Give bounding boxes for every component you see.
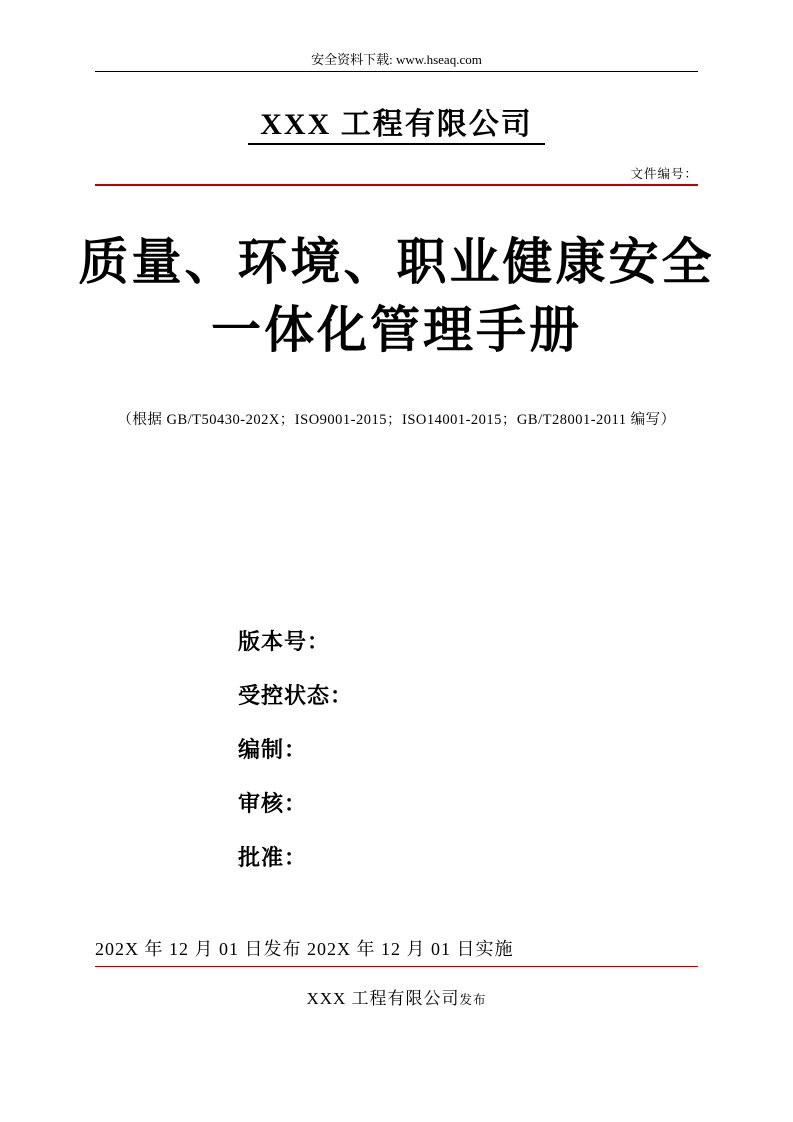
document-number-label: 文件编号： [630,167,698,181]
header-red-divider [95,184,698,186]
manual-title [0,228,793,364]
footer-red-divider [95,966,698,967]
signature-fields [238,615,638,885]
company-name-underline [248,143,545,145]
field-reviewed-by: 审核： [238,791,308,816]
field-prepared-by: 编制： [238,737,308,762]
publisher-suffix: 发布 [459,993,487,1007]
standards-reference-note: （根据 GB/T50430-202X；ISO9001-2015；ISO14001-2015；GB/T28001-2011 编写） [117,412,676,428]
manual-title-line-1: 质量、环境、职业健康安全 [78,234,715,290]
field-control-status: 受控状态： [238,683,354,708]
field-version: 版本号： [238,629,331,654]
company-name-heading: XXX 工程有限公司 [260,108,533,141]
field-approved-by: 批准： [238,845,308,870]
manual-title-line-2: 一体化管理手册 [211,302,582,358]
publisher-line [0,984,793,1009]
publisher-company: XXX 工程有限公司 [306,989,460,1008]
watermark-divider [95,71,698,72]
issue-effective-dates: 202X 年 12 月 01 日发布 202X 年 12 月 01 日实施 [95,939,514,959]
site-watermark: 安全资料下载: www.hseaq.com [311,52,482,67]
